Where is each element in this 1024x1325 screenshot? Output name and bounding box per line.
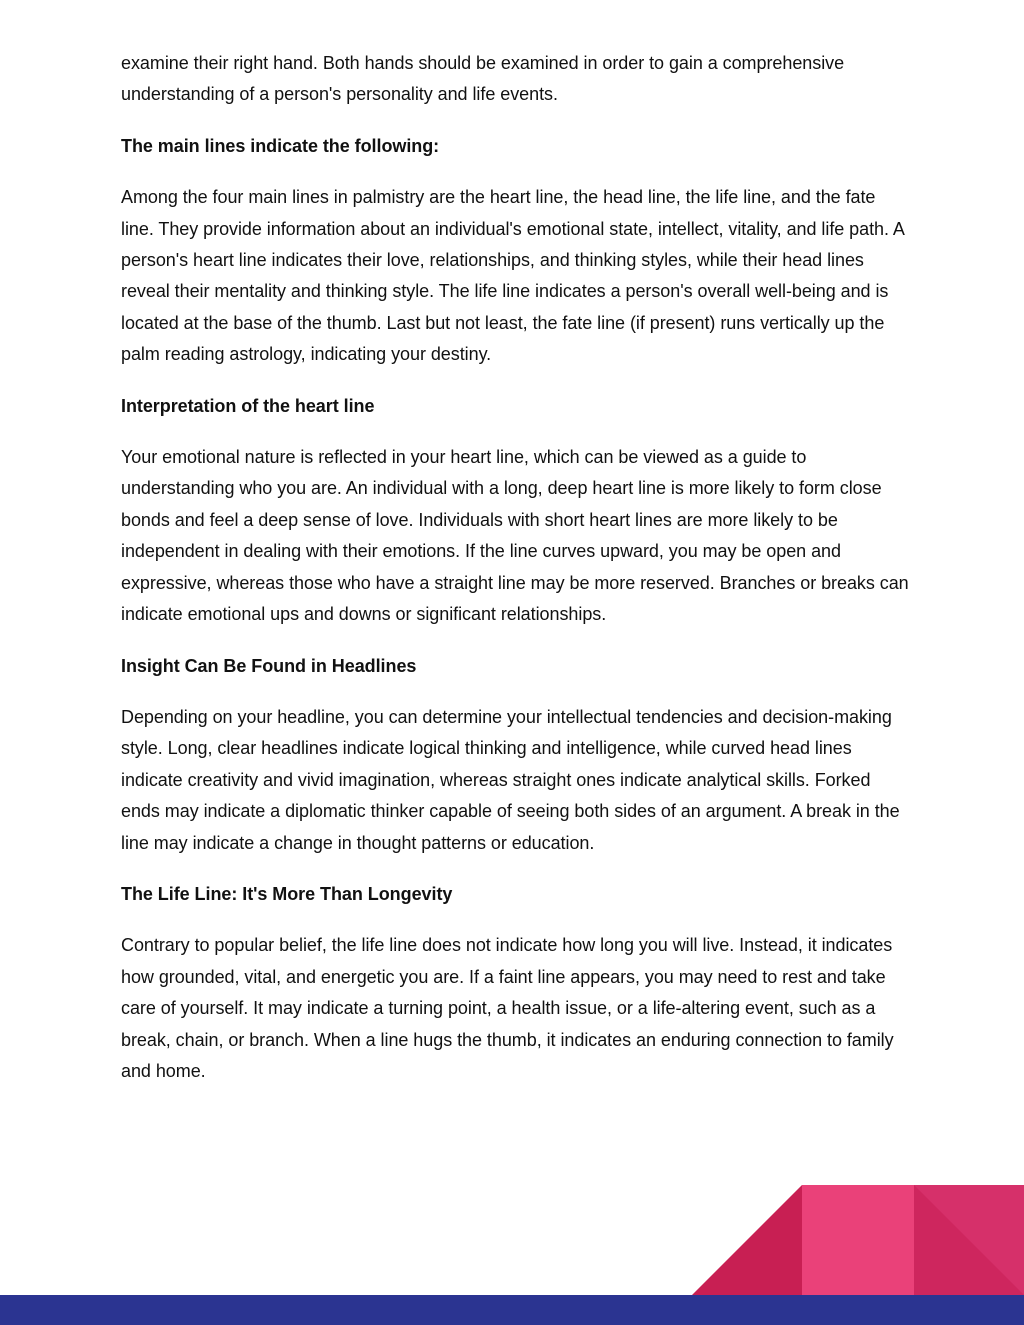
section-body-life-line: Contrary to popular belief, the life line does not indicate how long you will live. Instead, it indicates how grounded, vital, and energetic you are. If a faint line appears, you may need to rest and take care of yourself. It may indicate a turning point, a health issue, or a life-altering event, such as a break, chain, or branch. When a line hugs the thumb, it indicates an enduring connection to family and home.: [121, 935, 894, 1081]
section-body-main-lines: Among the four main lines in palmistry are the heart line, the head line, the life line, and the fate line. They provide information about an individual's emotional state, intellect, vitality, and life path. A person's heart line indicates their love, relationships, and thinking styles, while their head lines reveal their mentality and thinking style. The life line indicates a person's overall well-being and is located at the base of the thumb. Last but not least, the fate line (if present) runs vertically up the palm reading astrology, indicating your destiny.: [121, 187, 904, 365]
section-heading-headlines: Insight Can Be Found in Headlines: [121, 655, 417, 676]
intro-paragraph: examine their right hand. Both hands should be examined in order to gain a comprehensive understanding of a person's personality and life events.: [121, 53, 845, 105]
section-body-heart-line: Your emotional nature is reflected in your heart line, which can be viewed as a guide to understanding who you are. An individual with a long, deep heart line is more likely to form close bonds and feel a deep sense of love. Individuals with short heart lines are more likely to be independent in dealing with their emotions. If the line curves upward, you may be open and expressive, whereas those who have a straight line may be more reserved. Branches or breaks can indicate emotional ups and downs or significant relationships.: [121, 447, 909, 625]
section-heading-heart-line: Interpretation of the heart line: [121, 395, 375, 416]
section-body-headlines: Depending on your headline, you can determine your intellectual tendencies and decision-making style. Long, clear headlines indicate logical thinking and intelligence, while curved head lines indicate creativity and vivid imagination, whereas straight ones indicate analytical skills. Forked ends may indicate a diplomatic thinker capable of seeing both sides of an argument. A break in the line may indicate a change in thought patterns or education.: [121, 706, 900, 853]
section-heading-main-lines: The main lines indicate the following:: [121, 135, 440, 156]
footer-bar: [0, 1295, 1024, 1325]
section-heading-life-line: The Life Line: It's More Than Longevity: [121, 883, 453, 904]
footer-block-pink: [802, 1185, 914, 1295]
footer-triangle-left: [692, 1185, 802, 1295]
document-body: [121, 48, 911, 1107]
footer-decoration: [0, 1185, 1024, 1325]
